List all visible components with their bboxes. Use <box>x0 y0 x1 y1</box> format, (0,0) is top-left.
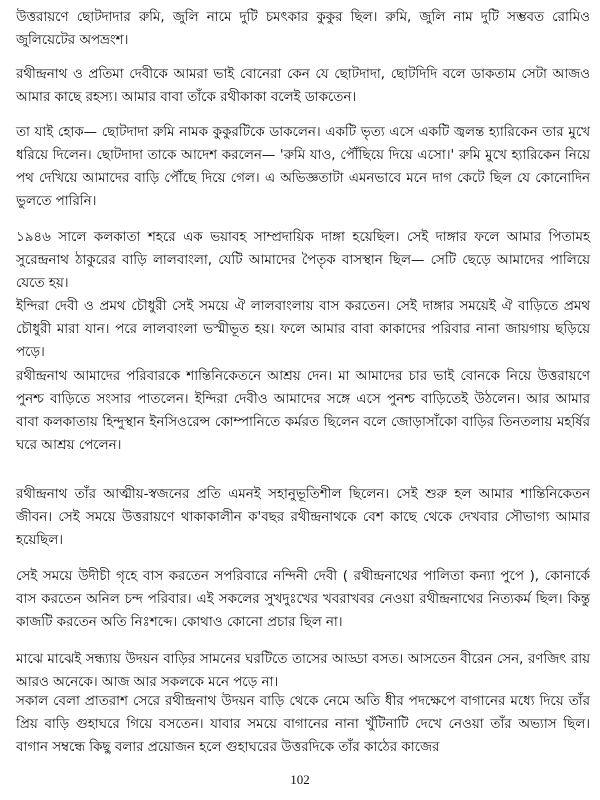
paragraph-9: মাঝে মাঝেই সন্ধ্যায় উদয়ন বাড়ির সামনের ঘরটিতে তাসের আড্ডা বসত। আসতেন বীরেন সেন, রণজিৎ রায় আরও অনেকে। আজ আর সকলকে মনে পড়ে না। <box>16 652 590 690</box>
paragraph-3: তা যাই হোক— ছোটদাদা রুমি নামক কুকুরটিকে ডাকলেন। একটি ভৃত্য এসে একটি জ্বলন্ত হ্যারিকেন তার মুখে ধরিয়ে দিলেন। ছোটদাদা তাকে আদেশ করলেন— 'রুমি যাও, পৌঁছিয়ে দিয়ে এসো।' রুমি মুখে হ্যারিকেন নিয়ে পথ দেখিয়ে আমাদের বাড়ি পৌঁছে দিয়ে গেল। এ অভিজ্ঞতাটা এমনভাবে মনে দাগ কেটে ছিল যে কোনোদিন ভুলতে পারিনি। <box>16 125 590 209</box>
paragraph-1: উত্তরায়ণে ছোটদাদার রুমি, জুলি নামে দুটি চমৎকার কুকুর ছিল। রুমি, জুলি নাম দুটি সম্ভবত রোমিও জুলিয়েটের অপভ্রংশ। <box>16 10 590 48</box>
paragraph-4: ১৯৪৬ সালে কলকাতা শহরে এক ভয়াবহ সাম্প্রদায়িক দাঙ্গা হয়েছিল। সেই দাঙ্গার ফলে আমার পিতামহ সুরেন্দ্রনাথ ঠাকুরের বাড়ি লালবাংলা, যেটি আমাদের পৈতৃক বাসস্থান ছিল— সেটি ছেড়ে আমাদের পালিয়ে যেতে হয়। <box>16 230 590 291</box>
paragraph-7: রথীন্দ্রনাথ তাঁর আত্মীয়-স্বজনের প্রতি এমনই সহানুভূতিশীল ছিলেন। সেই শুরু হল আমার শান্তিনিকেতন জীবন। সেই সময়ে উত্তরায়ণে থাকাকালীন ক'বছর রথীন্দ্রনাথকে বেশ কাছে থেকে দেখবার সৌভাগ্য আমার হয়েছিল। <box>16 487 590 548</box>
paragraph-2: রথীন্দ্রনাথ ও প্রতিমা দেবীকে আমরা ভাই বোনেরা কেন যে ছোটদাদা, ছোটদিদি বলে ডাকতাম সেটা আজও আমার কাছে রহস্য। আমার বাবা তাঁকে রথীকাকা বলেই ডাকতেন। <box>16 67 590 105</box>
paragraph-10: সকাল বেলা প্রাতরাশ সেরে রথীন্দ্রনাথ উদয়ন বাড়ি থেকে নেমে অতি ধীর পদক্ষেপে বাগানের মধ্যে দিয়ে তাঁর প্রিয় বাড়ি গুহাঘরে গিয়ে বসতেন। যাবার সময়ে বাগানের নানা খুঁটিনাটি দেখে নেওয়া তাঁর অভ্যাস ছিল। বাগান সম্বন্ধে কিছু বলার প্রয়োজন হলে গুহাঘরের উত্তরদিকে তাঁর কাঠের কাজের <box>16 694 590 755</box>
paragraph-6: রথীন্দ্রনাথ আমাদের পরিবারকে শান্তিনিকেতনে আশ্রয় দেন। মা আমাদের চার ভাই বোনকে নিয়ে উত্তরায়ণে পুনশ্চ বাড়িতে সংসার পাতলেন। ইন্দিরা দেবীও আমাদের সঙ্গে এসে পুনশ্চ বাড়িতেই উঠলেন। আর আমার বাবা কলকাতায় হিন্দুস্থান ইনসিওরেন্স কোম্পানিতে কর্মরত ছিলেন বলে জোড়াসাঁকো বাড়ির তিনতলায় মহর্ষির ঘরে আশ্রয় পেলেন। <box>16 369 590 453</box>
paragraph-5: ইন্দিরা দেবী ও প্রমথ চৌধুরী সেই সময়ে ঐ লালবাংলায় বাস করতেন। সেই দাঙ্গার সময়েই ঐ বাড়িতে প্রমথ চৌধুরী মারা যান। পরে লালবাংলা ভস্মীভূত হয়। ফলে আমার বাবা কাকাদের পরিবার নানা জায়গায় ছড়িয়ে পড়ে। <box>16 299 590 360</box>
paragraph-8: সেই সময়ে উদীচী গৃহে বাস করতেন সপরিবারে নন্দিনী দেবী ( রথীন্দ্রনাথের পালিতা কন্যা পুপে ), কোনার্কে বাস করতেন অনিল চন্দ পরিবার। এই সকলের সুখদুঃখের খবরাখবর নেওয়া রথীন্দ্রনাথের নিত্যকর্ম ছিল। কিন্তু কাজটি করতেন অতি নিঃশব্দে। কোথাও কোনো প্রচার ছিল না। <box>16 569 590 630</box>
page-number: 102 <box>290 772 310 787</box>
